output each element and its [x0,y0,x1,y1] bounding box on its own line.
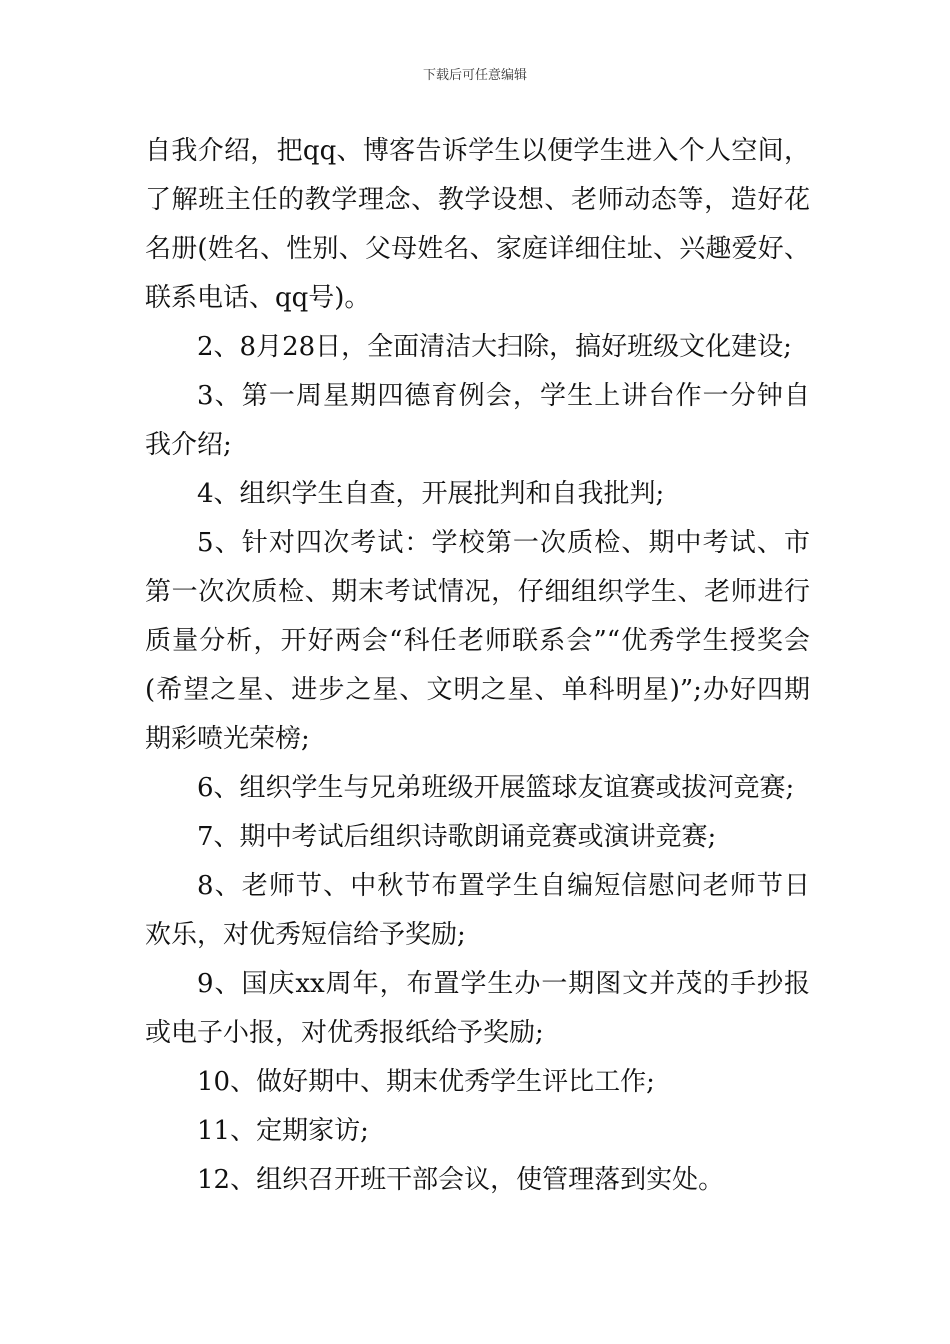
list-item-12: 12、组织召开班干部会议，使管理落到实处。 [197,1165,725,1195]
paragraph-intro: 自我介绍，把qq、博客告诉学生以便学生进入个人空间，了解班主任的教学理念、教学设想、老师动态等，造好花名册(姓名、性别、父母姓名、家庭详细住址、兴趣爱好、联系电话、qq号)。 [145,136,810,313]
list-item-10: 10、做好期中、期末优秀学生评比工作; [197,1067,655,1097]
page-header: 下载后可任意编辑 [422,68,527,83]
list-item-11: 11、定期家访; [197,1116,369,1146]
list-item-4: 4、组织学生自查，开展批判和自我批判; [197,479,665,509]
list-item-9: 9、国庆xx周年，布置学生办一期图文并茂的手抄报或电子小报，对优秀报纸给予奖励; [145,969,810,1048]
list-item-8: 8、老师节、中秋节布置学生自编短信慰问老师节日欢乐，对优秀短信给予奖励; [145,871,810,950]
document-body [145,127,810,1205]
list-item-3: 3、第一周星期四德育例会，学生上讲台作一分钟自我介绍; [145,381,810,460]
list-item-7: 7、期中考试后组织诗歌朗诵竞赛或演讲竞赛; [197,822,717,852]
list-item-2: 2、8月28日，全面清洁大扫除，搞好班级文化建设; [197,332,792,362]
list-item-6: 6、组织学生与兄弟班级开展篮球友谊赛或拔河竞赛; [197,773,795,803]
list-item-5: 5、针对四次考试：学校第一次质检、期中考试、市第一次次质检、期末考试情况，仔细组织学生、老师进行质量分析，开好两会“科任老师联系会”“优秀学生授奖会(希望之星、进步之星、文明之星、单科明星)”;办好四期期彩喷光荣榜; [145,528,810,754]
